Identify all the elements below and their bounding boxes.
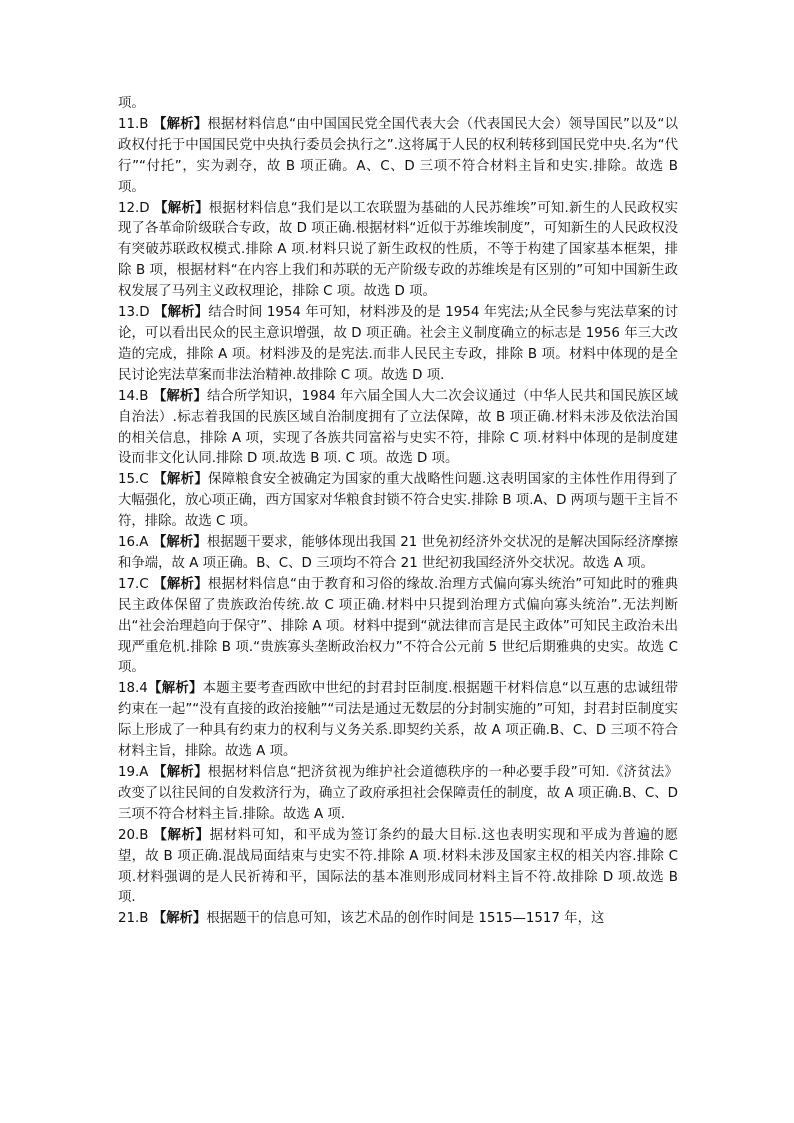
analysis-tag: 【解析】 [152,116,208,132]
explanation-text: 根据题干要求，能够体现出我国 21 世免初经济外交状况的是解决国际经济摩擦和争端，故 A 项正确。B、C、D 三项均不符合 21 世纪初我国经济外交状况。故选 A 项。 [118,535,678,571]
question-number: 16.A [118,535,149,551]
explanation-paragraph [118,115,678,199]
question-number: 12.D [118,200,150,216]
answer-explanations-page [118,94,678,930]
question-number: 21.B [118,911,149,927]
analysis-tag: 【解析】 [153,576,208,592]
analysis-tag: 【解析】 [154,200,209,216]
explanation-text: 保障粮食安全被确定为国家的重大战略性问题.这表明国家的主体性作用得到了大幅强化，放心项正确，西方国家对华粮食封锁不符合史实.排除 B 项.A、D 两项与题干主旨不符，排除。故选 C 项。 [118,472,679,530]
explanation-paragraph [118,94,678,115]
explanation-paragraph [118,470,678,533]
question-number: 17.C [118,576,149,592]
question-number: 11.B [118,116,149,132]
explanation-text: 结合时间 1954 年可知，材料涉及的是 1954 年宪法;从全民参与宪法草案的讨论，可以看出民众的民主意识增强，故 D 项正确。社会主义制度确立的标志是 1956 年三大改造的完成，排除 A 项。材料涉及的是宪法.而非人民民主专政，排除 B 项。材料中体现的是全民讨论宪法草案而非法治精神.故排除 C 项。故选 D 项. [118,305,678,383]
explanation-text: 根据材料信息“由中国国民党全国代表大会（代表国民大会）领导国民”以及“以政权付托于中国国民党中央执行委员会执行之”.这将属于人民的权利转移到国民党中央.名为“代行”“付托”，实为剥夺，故 B 项正确。A、C、D 三项不符合材料主旨和史实.排除。故选 B 项。 [118,116,678,195]
explanation-text: 项。 [118,96,145,111]
question-number: 20.B [118,827,149,843]
analysis-tag: 【解析】 [152,911,207,927]
explanation-text: 根据材料信息“把济贫视为维护社会道德秩序的一种必要手段”可知.《济贫法》改变了以往民间的自发救济行为，确立了政府承担社会保障责任的制度，故 A 项正确.B、C、D 三项不符合材料主旨.排除。故选 A 项. [118,765,678,822]
question-number: 13.D [118,305,150,321]
explanation-paragraph [118,303,678,387]
question-number: 19.A [118,765,149,780]
explanation-paragraph [118,826,678,910]
explanation-paragraph [118,533,678,575]
analysis-tag: 【解析】 [154,305,209,321]
explanation-paragraph [118,575,678,680]
explanation-paragraph [118,909,678,930]
analysis-tag: 【解析】 [152,535,207,551]
analysis-tag: 【解析】 [152,388,207,404]
explanation-paragraph [118,763,678,826]
analysis-tag: 【解析】 [153,472,209,488]
explanation-text: 本题主要考查西欧中世纪的封君封臣制度.根据题干材料信息“以互惠的忠诚纽带约束在一起”“没有直接的政治接触”“司法是通过无数层的分封制实施的”可知，封君封臣制度实际上形成了一种具有约束力的权利与义务关系.即契约关系，故 A 项正确.B、C、D 三项不符合材料主旨，排除。故选 A 项。 [118,681,678,760]
explanation-text: 据材料可知，和平成为签订条约的最大目标.这也表明实现和平成为普遍的愿望，故 B 项正确.混战局面结束与史实不符.排除 A 项.材料未涉及国家主权的相关内容.排除 C 项.材料强调的是人民祈祷和平，国际法的基本准则形成同材料主旨不符.故排除 D 项.故选 B 项. [118,827,678,906]
question-number: 15.C [118,472,149,488]
analysis-tag: 【解析】 [153,827,210,843]
question-number: 14.B [118,388,149,404]
explanation-text: 根据材料信息“由于教育和习俗的缘故.治理方式偏向寡头统治”可知此时的雅典民主政体保留了贵族政治传统.故 C 项正确.材料中只提到治理方式偏向寡头统治”.无法判断出“社会治理趋向于保守”、排除 A 项。材料中提到“就法律而言是民主政体”可知民主政治未出现严重危机.排除 B 项.“贵族寡头垄断政治权力”不符合公元前 5 世纪后期雅典的史实。故选 C 项。 [118,576,678,676]
analysis-tag: 【解析】 [153,765,208,780]
explanation-paragraph [118,679,678,763]
analysis-tag: 【解析】 [147,681,203,697]
explanation-text: 根据题干的信息可知，该艺术品的创作时间是 1515—1517 年，这 [206,911,605,927]
explanation-paragraph [118,199,678,304]
explanation-text: 根据材料信息“我们是以工农联盟为基础的人民苏维埃”可知.新生的人民政权实现了各革命阶级联合专政，故 D 项正确.根据材料“近似于苏维埃制度”，可知新生的人民政权没有突破苏联政权模式.排除 A 项.材料只说了新生政权的性质，不等于构建了国家基本框架，排除 B 项，根据材料“在内容上我们和苏联的无产阶级专政的苏维埃是有区别的”可知中国新生政权发展了马列主义政权理论，排除 C 项。故选 D 项。 [118,200,678,300]
explanation-paragraph [118,387,678,471]
question-number: 18.4 [118,681,148,697]
explanation-text: 结合所学知识，1984 年六届全国人大二次会议通过（中华人民共和国民族区域自治法）.标志着我国的民族区域自治制度拥有了立法保障，故 B 项正确.材料未涉及依法治国的相关信息，排除 A 项，实现了各族共同富裕与史实不符，排除 C 项.材料中体现的是制度建设而非文化认同.排除 D 项.故选 B 项. C 项。故选 D 项。 [118,388,678,467]
